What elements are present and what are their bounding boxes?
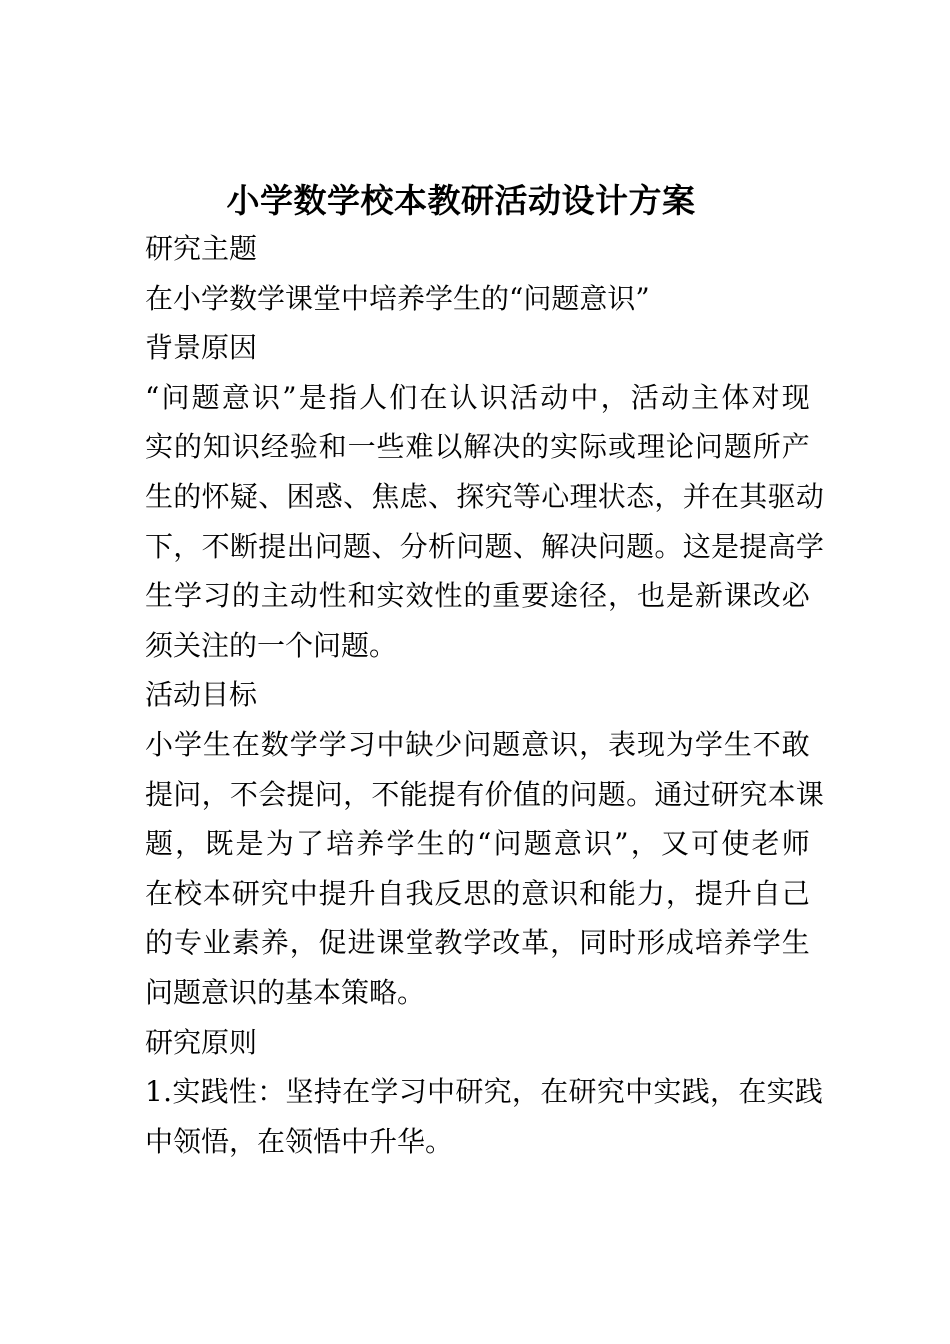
paragraph-line: 生学习的主动性和实效性的重要途径，也是新课改必	[145, 579, 810, 613]
paragraph-line: 中领悟，在领悟中升华。	[145, 1124, 454, 1158]
paragraph-line: 在校本研究中提升自我反思的意识和能力，提升自己	[145, 876, 810, 910]
paragraph-line: 1.实践性：坚持在学习中研究，在研究中实践，在实践	[145, 1075, 824, 1109]
paragraph-line: 提问，不会提问，不能提有价值的问题。通过研究本课	[145, 777, 825, 811]
paragraph-line: 在小学数学课堂中培养学生的“问题意识”	[145, 281, 650, 315]
paragraph-line: 生的怀疑、困惑、焦虑、探究等心理状态，并在其驱动	[145, 479, 825, 513]
paragraph-line: 实的知识经验和一些难以解决的实际或理论问题所产	[145, 430, 810, 464]
section-heading-principle: 研究原则	[145, 1025, 258, 1059]
paragraph-line: 小学生在数学学习中缺少问题意识，表现为学生不敢	[145, 727, 810, 761]
section-heading-topic: 研究主题	[145, 232, 258, 265]
document-body	[145, 224, 825, 1166]
paragraph-line: 须关注的一个问题。	[145, 628, 398, 662]
paragraph-line: 题，既是为了培养学生的“问题意识”，又可使老师	[145, 827, 810, 861]
section-heading-goal: 活动目标	[145, 678, 258, 712]
paragraph-line: 下，不断提出问题、分析问题、解决问题。这是提高学	[145, 529, 825, 563]
paragraph-line: “问题意识”是指人们在认识活动中，活动主体对现	[145, 380, 810, 414]
paragraph-line: 的专业素养，促进课堂教学改革，同时形成培养学生	[145, 926, 810, 960]
document-title: 小学数学校本教研活动设计方案	[226, 181, 696, 220]
section-heading-background: 背景原因	[145, 331, 258, 365]
paragraph-line: 问题意识的基本策略。	[145, 975, 426, 1009]
